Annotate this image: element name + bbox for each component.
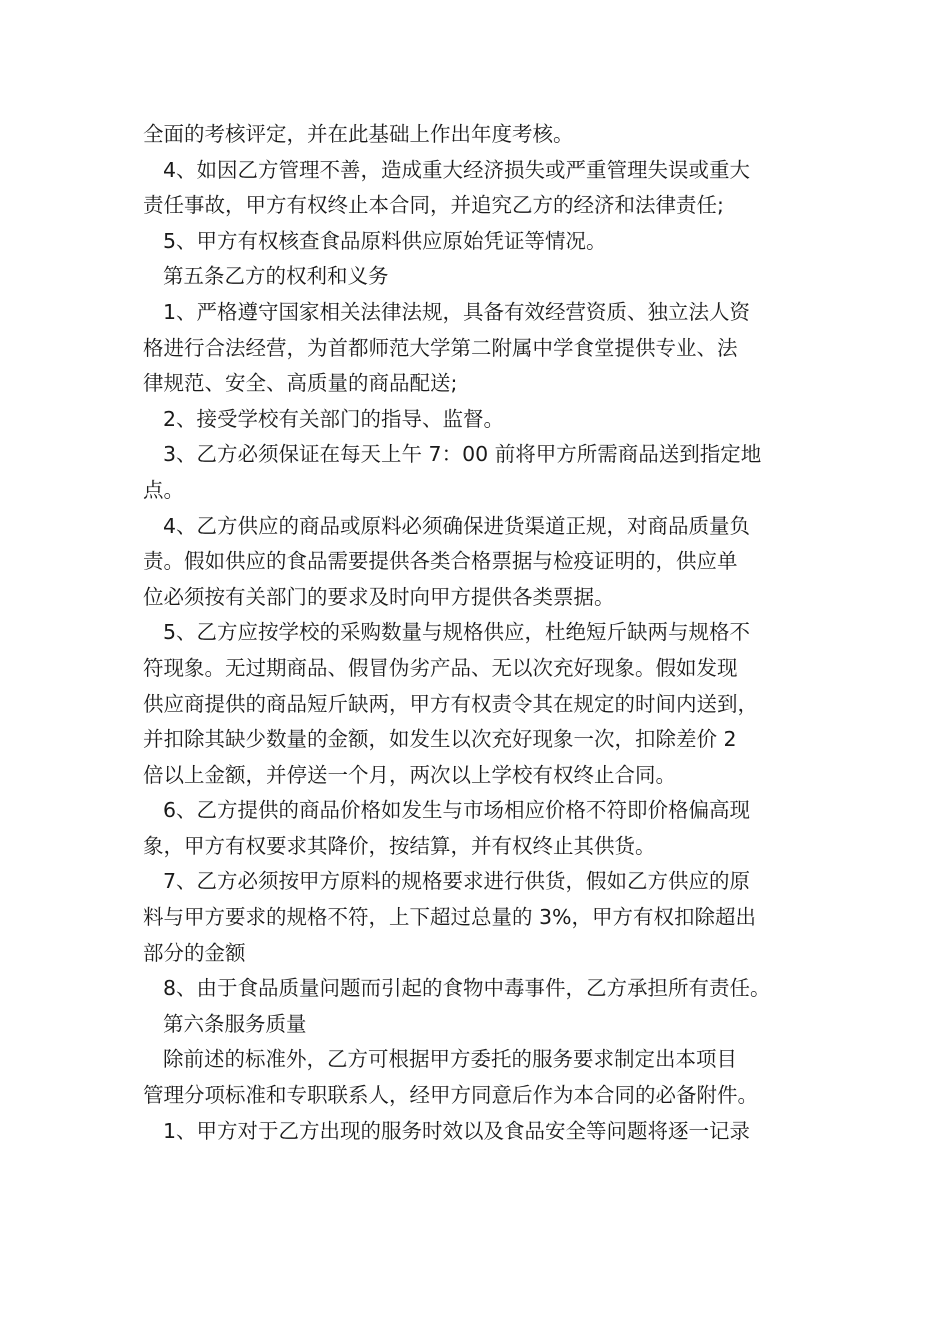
document-line: 6、乙方提供的商品价格如发生与市场相应价格不符即价格偏高现 [163, 798, 751, 823]
document-line: 料与甲方要求的规格不符，上下超过总量的 3%，甲方有权扣除超出 [143, 905, 757, 930]
document-line: 第六条服务质量 [163, 1011, 307, 1036]
document-line: 位必须按有关部门的要求及时向甲方提供各类票据。 [143, 584, 615, 609]
document-line: 4、如因乙方管理不善，造成重大经济损失或严重管理失误或重大 [163, 157, 751, 182]
document-line: 点。 [143, 477, 184, 502]
document-line: 第五条乙方的权利和义务 [163, 264, 389, 289]
document-line: 象，甲方有权要求其降价，按结算，并有权终止其供货。 [143, 833, 656, 858]
document-line: 8、由于食品质量问题而引起的食物中毒事件，乙方承担所有责任。 [163, 976, 771, 1001]
document-line: 管理分项标准和专职联系人，经甲方同意后作为本合同的必备附件。 [143, 1083, 758, 1108]
document-line: 倍以上金额，并停送一个月，两次以上学校有权终止合同。 [143, 762, 676, 787]
document-line: 1、严格遵守国家相关法律法规，具备有效经营资质、独立法人资 [163, 299, 751, 324]
document-line: 责任事故，甲方有权终止本合同，并追究乙方的经济和法律责任; [143, 193, 724, 218]
document-line: 5、乙方应按学校的采购数量与规格供应，杜绝短斤缺两与规格不 [163, 620, 751, 645]
document-line: 全面的考核评定，并在此基础上作出年度考核。 [143, 122, 574, 146]
document-line: 除前述的标准外，乙方可根据甲方委托的服务要求制定出本项目 [163, 1047, 737, 1072]
document-line: 格进行合法经营，为首都师范大学第二附属中学食堂提供专业、法 [143, 335, 738, 360]
document-body [143, 117, 815, 1149]
document-line: 1、甲方对于乙方出现的服务时效以及食品安全等问题将逐一记录 [163, 1118, 751, 1143]
document-line: 部分的金额 [143, 940, 246, 965]
document-line: 责。假如供应的食品需要提供各类合格票据与检疫证明的，供应单 [143, 549, 738, 574]
document-line: 5、甲方有权核查食品原料供应原始凭证等情况。 [163, 228, 607, 253]
document-line: 4、乙方供应的商品或原料必须确保进货渠道正规，对商品质量负 [163, 513, 751, 538]
document-line: 2、接受学校有关部门的指导、监督。 [163, 406, 505, 431]
document-line: 符现象。无过期商品、假冒伪劣产品、无以次充好现象。假如发现 [143, 655, 738, 680]
document-line: 供应商提供的商品短斤缺两，甲方有权责令其在规定的时间内送到， [143, 691, 758, 716]
document-line: 律规范、安全、高质量的商品配送; [143, 371, 458, 396]
document-line: 并扣除其缺少数量的金额，如发生以次充好现象一次，扣除差价 2 [143, 727, 737, 752]
document-line: 3、乙方必须保证在每天上午 7：00 前将甲方所需商品送到指定地 [163, 442, 762, 467]
document-line: 7、乙方必须按甲方原料的规格要求进行供货，假如乙方供应的原 [163, 869, 751, 894]
